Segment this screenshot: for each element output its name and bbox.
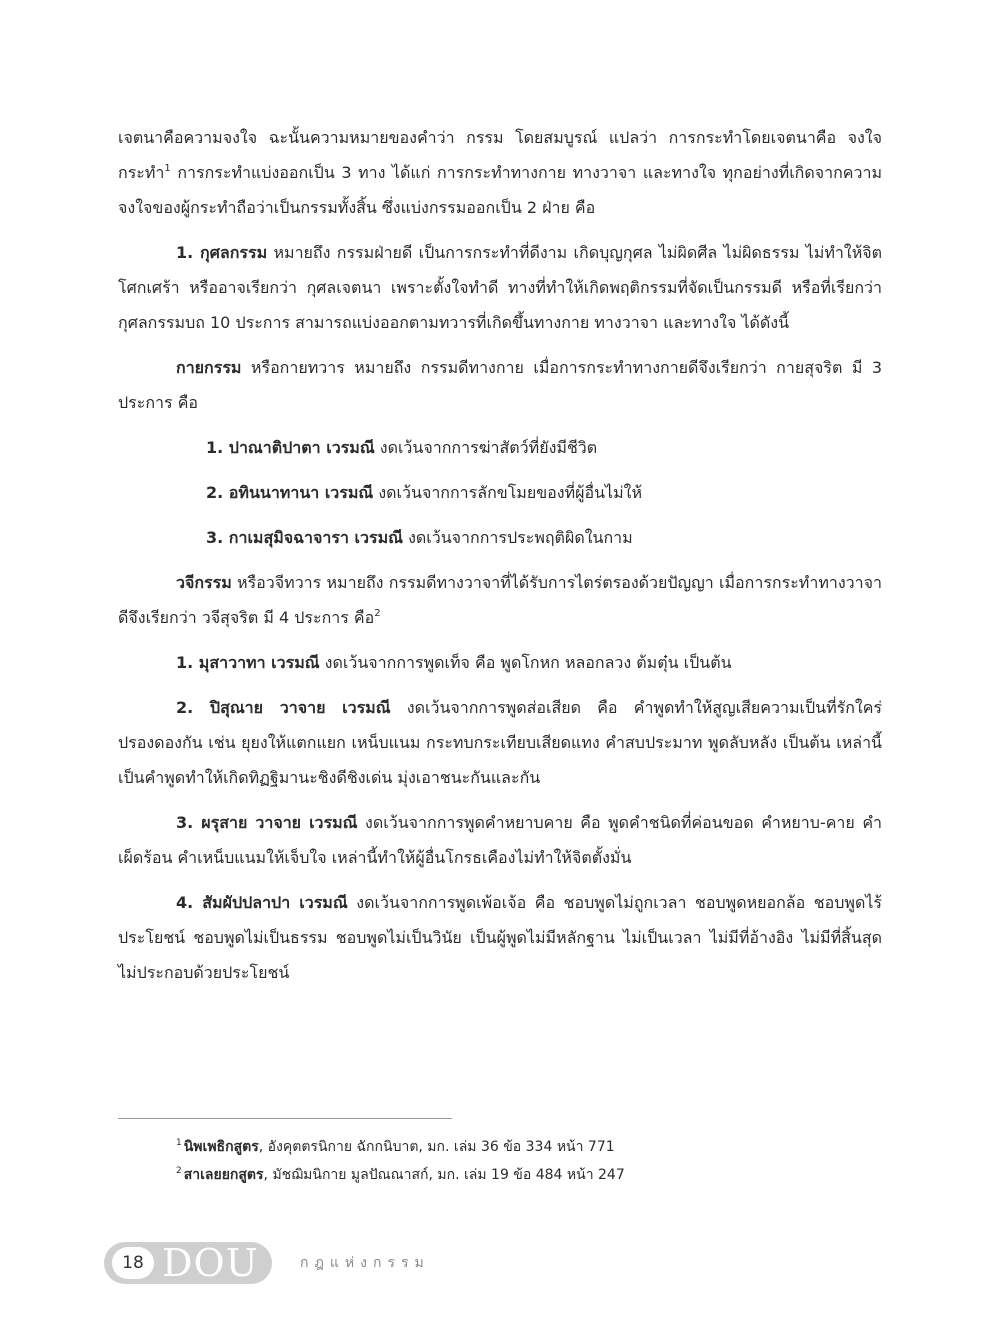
intro-paragraph: เจตนาคือความจงใจ ฉะนั้นความหมายของคำว่า กรรม โดยสมบูรณ์ แปลว่า การกระทำโดยเจตนาคือ จงใจกระทำ$^1$ การกระทำแบ่งออกเป็น 3 ทาง ได้แก่ การกระทำทางกาย ทางวาจา และทางใจ ทุกอย่างที่เกิดจากความจงใจของผู้กระทำถือว่าเป็นกรรมทั้งสิ้น ซึ่งแบ่งกรรมออกเป็น 2 ฝ่าย คือ [118,128,882,217]
vaci-paragraph: วจีกรรม หรือวจีทวาร หมายถึง กรรมดีทางวาจาที่ได้รับการไตร่ตรองด้วยปัญญา เมื่อการกระทำทางวาจาดีจึงเรียกว่า วจีสุจริต มี 4 ประการ คือ$^2$ [118,573,882,627]
kaya-item-1: 1. ปาณาติปาตา เวรมณี งดเว้นจากการฆ่าสัตว์ที่ยังมีชีวิต [206,438,598,457]
brand-logo: DOU [162,1241,259,1285]
kusala-heading: 1. กุศลกรรม [176,243,268,262]
footnote-1: $^1$ นิพเพธิกสูตร, อังคุตตรนิกาย ฉักกนิบาต, มก. เล่ม 36 ข้อ 334 หน้า 771 [176,1138,615,1155]
footnote-2: $^2$ สาเลยยกสูตร, มัชฌิมนิกาย มูลปัณณาสก์, มก. เล่ม 19 ข้อ 484 หน้า 247 [176,1166,625,1183]
running-title: กฎแห่งกรรม [300,1255,430,1271]
page-number: 18 [112,1247,154,1279]
footnotes [176,1133,625,1189]
kaya-item-3: 3. กาเมสุมิจฉาจารา เวรมณี งดเว้นจากการประพฤติผิดในกาม [206,528,633,547]
footnote-ref-1[interactable]: 1 [164,163,171,174]
body-text [118,120,882,1000]
vaci-item-3: 3. ผรุสาย วาจาย เวรมณี งดเว้นจากการพูดคำหยาบคาย คือ พูดคำชนิดที่ค่อนขอด คำหยาบ-คาย คำเผ็ดร้อน คำเหน็บแนมให้เจ็บใจ เหล่านี้ทำให้ผู้อื่นโกรธเคืองไม่ทำให้จิตตั้งมั่น [118,813,882,867]
vaci-item-4: 4. สัมผัปปลาปา เวรมณี งดเว้นจากการพูดเพ้อเจ้อ คือ ชอบพูดไม่ถูกเวลา ชอบพูดหยอกล้อ ชอบพูดไร้ประโยชน์ ชอบพูดไม่เป็นธรรม ชอบพูดไม่เป็นวินัย เป็นผู้พูดไม่มีหลักฐาน ไม่เป็นเวลา ไม่มีที่อ้างอิง ไม่มีที่สิ้นสุด ไม่ประกอบด้วยประโยชน์ [118,893,882,982]
vaci-item-1: 1. มุสาวาทา เวรมณี งดเว้นจากการพูดเท็จ คือ พูดโกหก หลอกลวง ต้มตุ๋น เป็นต้น [176,653,732,672]
kaya-heading: กายกรรม [176,358,242,377]
footnote-divider [118,1118,452,1119]
kaya-item-2: 2. อทินนาทานา เวรมณี งดเว้นจากการลักขโมยของที่ผู้อื่นไม่ให้ [206,483,642,502]
footnote-ref-2[interactable]: 2 [374,608,381,619]
vaci-heading: วจีกรรม [176,573,232,592]
page-footer [104,1242,430,1284]
kusala-paragraph: 1. กุศลกรรม หมายถึง กรรมฝ่ายดี เป็นการกระทำที่ดีงาม เกิดบุญกุศล ไม่ผิดศีล ไม่ผิดธรรม ไม่ทำให้จิตโศกเศร้า หรืออาจเรียกว่า กุศลเจตนา เพราะตั้งใจทำดี ทางที่ทำให้เกิดพฤติกรรมที่จัดเป็นกรรมดี หรือที่เรียกว่า กุศลกรรมบถ 10 ประการ สามารถแบ่งออกตามทวารที่เกิดขึ้นทางกาย ทางวาจา และทางใจ ได้ดังนี้ [118,243,883,332]
vaci-item-2: 2. ปิสุณาย วาจาย เวรมณี งดเว้นจากการพูดส่อเสียด คือ คำพูดทำให้สูญเสียความเป็นที่รักใคร่ ปรองดองกัน เช่น ยุยงให้แตกแยก เหน็บแนม กระทบกระเทียบเสียดแทง คำสบประมาท พูดลับหลัง เป็นต้น เหล่านี้เป็นคำพูดทำให้เกิดทิฏฐิมานะชิงดีชิงเด่น มุ่งเอาชนะกันและกัน [118,698,882,787]
kaya-paragraph: กายกรรม หรือกายทวาร หมายถึง กรรมดีทางกาย เมื่อการกระทำทางกายดีจึงเรียกว่า กายสุจริต มี 3 ประการ คือ [118,358,882,412]
page-badge [104,1242,272,1284]
